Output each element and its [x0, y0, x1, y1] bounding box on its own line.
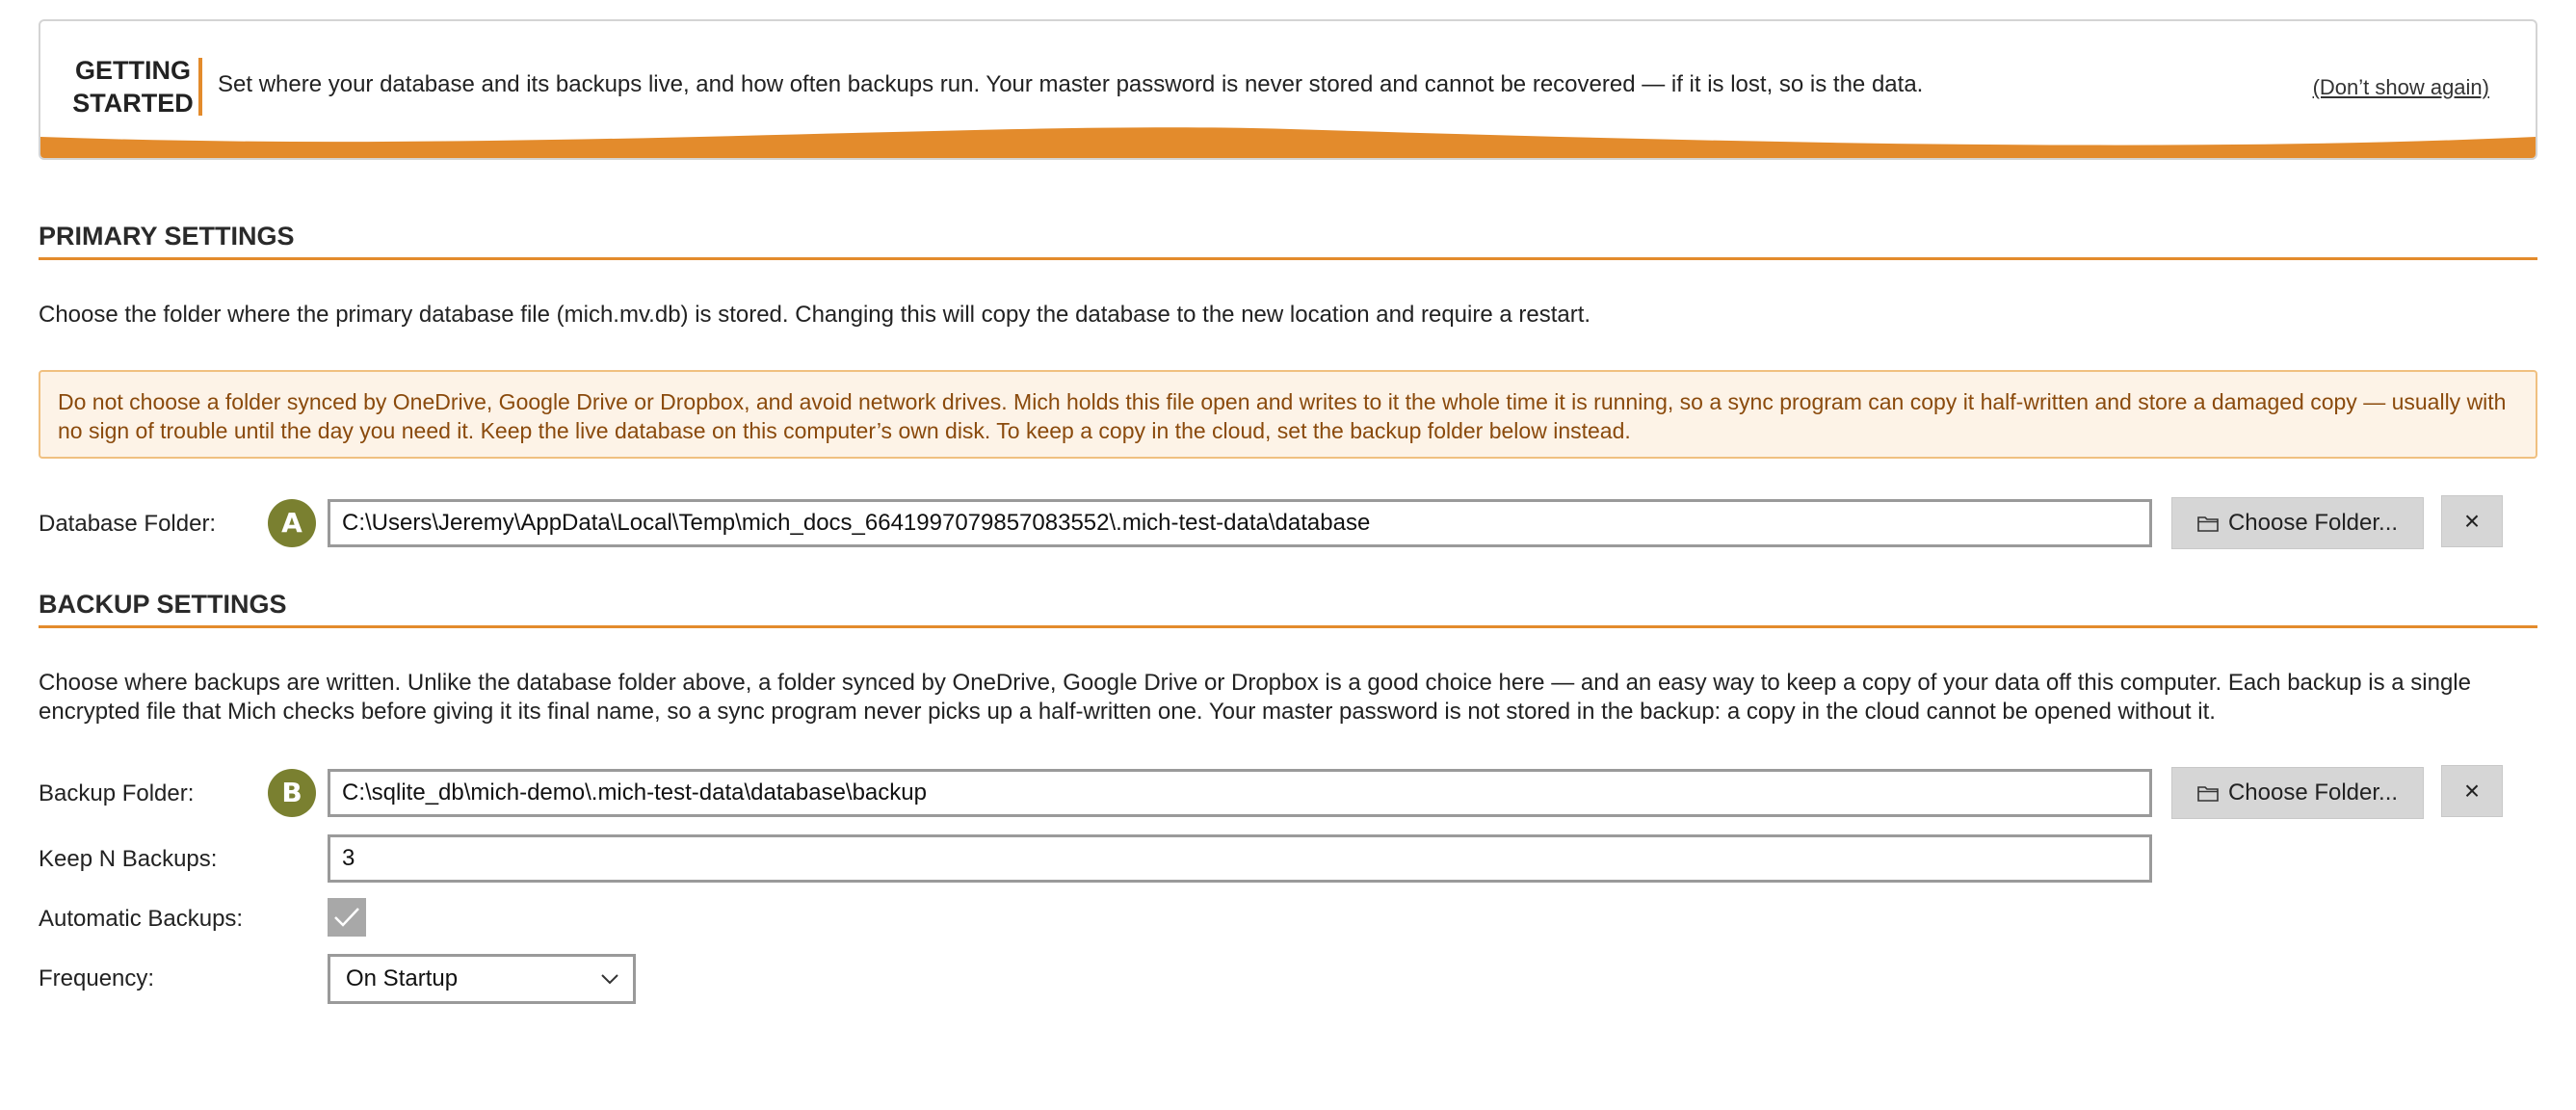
- database-choose-folder-label: Choose Folder...: [2227, 510, 2399, 536]
- automatic-backups-checkbox[interactable]: [328, 898, 366, 937]
- banner-text: Set where your database and its backups live, and how often backups run. Your master password is never stored and cannot be recovered — if it is lost, so is the data.: [218, 71, 1924, 97]
- backup-choose-folder-button[interactable]: [2171, 767, 2424, 819]
- close-icon: ×: [2463, 506, 2481, 536]
- sync-folder-warning: Do not choose a folder synced by OneDrive, Google Drive or Dropbox, and avoid network drives. Mich holds this file open and writes to it the whole time it is running, so a sync program can copy it half-written and store a damaged copy — usually with no sign of trouble until the day you need it. Keep the live database on this computer’s own disk. To keep a copy in the cloud, set the backup folder below instead.: [39, 370, 2537, 459]
- backup-choose-folder-label: Choose Folder...: [2227, 780, 2399, 806]
- banner-title-line2: STARTED: [72, 89, 194, 118]
- badge-b: B: [268, 769, 316, 817]
- backup-settings-heading: BACKUP SETTINGS: [39, 590, 287, 619]
- frequency-selected-value: On Startup: [346, 965, 459, 991]
- database-folder-input[interactable]: [328, 499, 2152, 547]
- primary-settings-rule: [39, 257, 2537, 260]
- backup-settings-description: Choose where backups are written. Unlike the database folder above, a folder synced by OneDrive, Google Drive or Dropbox is a good choice here — and an easy way to keep a copy of your data off this computer. Each backup is a single encrypted file that Mich checks before giving it its final name, so a sync program never picks up a half-written one. Your master password is not stored in the backup: a copy in the cloud cannot be opened without it.: [39, 670, 2471, 725]
- dont-show-again-link[interactable]: (Don’t show again): [2312, 75, 2489, 99]
- banner-title: [66, 54, 200, 119]
- checkmark-icon: [332, 905, 361, 930]
- primary-settings-heading: PRIMARY SETTINGS: [39, 222, 295, 251]
- frequency-select[interactable]: [328, 954, 636, 1004]
- frequency-label: Frequency:: [39, 965, 155, 991]
- chevron-down-icon: [600, 973, 619, 985]
- close-icon: ×: [2463, 776, 2481, 806]
- folder-icon: [2197, 515, 2219, 532]
- folder-icon: [2197, 784, 2219, 802]
- banner-divider: [198, 58, 202, 116]
- database-folder-label: Database Folder:: [39, 511, 217, 537]
- banner-wave-decoration: [40, 125, 2536, 158]
- automatic-backups-label: Automatic Backups:: [39, 906, 244, 932]
- primary-settings-description: Choose the folder where the primary database file (mich.mv.db) is stored. Changing this will copy the database to the new location and require a restart.: [39, 302, 1591, 328]
- backup-folder-input[interactable]: [328, 769, 2152, 817]
- backup-folder-clear-button[interactable]: [2441, 765, 2503, 817]
- keep-backups-input[interactable]: [328, 834, 2152, 883]
- database-choose-folder-button[interactable]: [2171, 497, 2424, 549]
- backup-settings-rule: [39, 625, 2537, 628]
- database-folder-clear-button[interactable]: [2441, 495, 2503, 547]
- settings-page: [39, 19, 2537, 991]
- backup-folder-label: Backup Folder:: [39, 780, 195, 806]
- banner-title-line1: GETTING: [75, 56, 191, 85]
- getting-started-banner: [39, 19, 2537, 160]
- keep-backups-label: Keep N Backups:: [39, 846, 218, 872]
- badge-a: A: [268, 499, 316, 547]
